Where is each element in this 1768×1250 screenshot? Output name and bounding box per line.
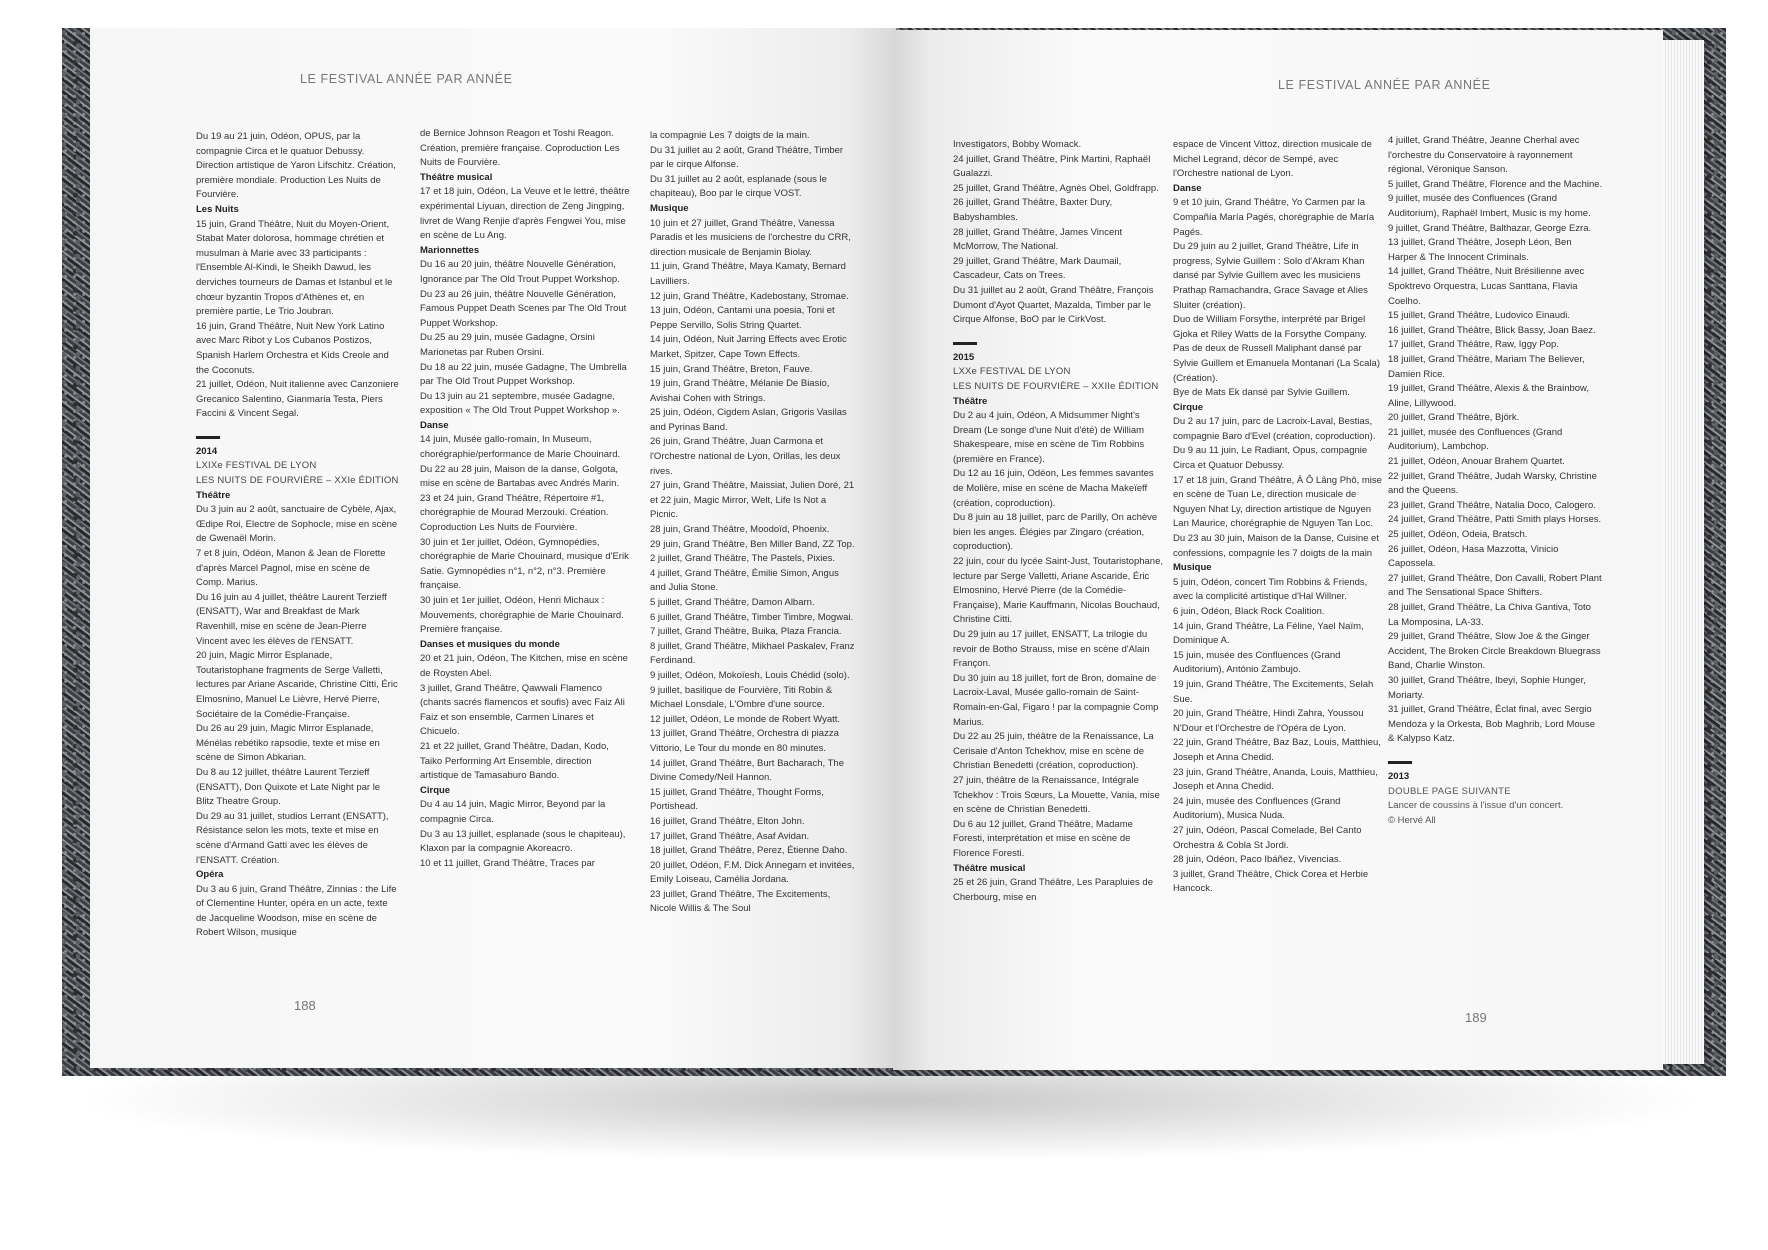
edition-subtitle: LXXe FESTIVAL DE LYON — [953, 366, 1071, 378]
paragraph: 19 juin, Grand Théâtre, Mélanie De Biasio, Avishai Cohen with Strings. — [650, 378, 830, 404]
section-heading: Théâtre — [196, 489, 231, 501]
paragraph: Du 19 au 21 juin, Odéon, OPUS, par la compagnie Circa et le quatuor Debussy. Direction artistique de Yaron Lifschitz. Création, première mondiale. Production Les Nuits de Fourvière. — [196, 131, 396, 201]
paragraph: Du 29 au 31 juillet, studios Lerrant (ENSATT), Résistance selon les mots, texte et mise en scène d'Armand Gatti avec les élèves de l'ENSATT. Création. — [196, 810, 389, 866]
paragraph: 27 juillet, Grand Théâtre, Don Cavalli, Robert Plant and The Sensational Space Shifters. — [1388, 572, 1602, 599]
paragraph: Du 26 au 29 juin, Magic Mirror Esplanade, Ménélas rebétiko rapsodie, texte et mise en scène de Simon Abkarian. — [196, 723, 380, 764]
paragraph: 10 juin et 27 juillet, Grand Théâtre, Vanessa Paradis et les musiciens de l'orchestre du CRR, direction musicale de Benjamin Biolay. — [650, 217, 851, 258]
paragraph: 25 et 26 juin, Grand Théâtre, Les Parapluies de Cherbourg, mise en — [953, 877, 1153, 903]
section-heading: Danse — [420, 419, 449, 431]
paragraph: 24 juillet, Grand Théâtre, Patti Smith plays Horses. — [1388, 514, 1602, 526]
paragraph: 3 juillet, Grand Théâtre, Chick Corea et Herbie Hancock. — [1173, 868, 1369, 895]
text-column — [953, 138, 1163, 905]
paragraph: 4 juillet, Grand Théâtre, Jeanne Cherhal avec l'orchestre du Conservatoire à rayonnement régional, Véronique Sanson. — [1388, 135, 1580, 176]
paragraph: 8 juillet, Grand Théâtre, Mikhael Paskalev, Franz Ferdinand. — [650, 640, 855, 667]
paragraph: 29 juin, Grand Théâtre, Ben Miller Band, ZZ Top. — [650, 538, 855, 550]
paragraph: 18 juillet, Grand Théâtre, Mariam The Believer, Damien Rice. — [1388, 353, 1585, 380]
paragraph: 9 juillet, basilique de Fourvière, Titi Robin & Michael Lonsdale, L'Ombre d'une source. — [650, 684, 833, 711]
paragraph: 23 juillet, Grand Théâtre, Natalia Doco, Calogero. — [1388, 499, 1596, 511]
section-heading: Marionnettes — [420, 244, 480, 256]
paragraph: 17 et 18 juin, Odéon, La Veuve et le lettré, théâtre expérimental Liyuan, direction de Zeng Jingping, livret de Wang Renjie d'après Fengwei You, mise en scène de Lu Ang. — [420, 186, 630, 242]
paragraph: Du 2 au 17 juin, parc de Lacroix-Laval, Bestias, compagnie Baro d'Evel (création, coproduction). — [1173, 416, 1376, 442]
paragraph: Du 30 juin au 18 juillet, fort de Bron, domaine de Lacroix-Laval, Musée gallo-romain de Saint-Romain-en-Gal, Figaro ! par la compagnie Comp Marius. — [953, 672, 1159, 728]
paragraph: Du 16 au 20 juin, théâtre Nouvelle Génération, Ignorance par The Old Trout Puppet Workshop. — [420, 259, 620, 285]
paragraph: Du 8 au 12 juillet, théâtre Laurent Terzieff (ENSATT), Don Quixote et Late Night par le Blitz Theatre Group. — [196, 766, 381, 808]
text-column — [1388, 134, 1603, 828]
paragraph: 14 juin, Grand Théâtre, La Féline, Yael Naïm, Dominique A. — [1173, 620, 1364, 647]
paragraph: 13 juin, Odéon, Cantami una poesia, Toni et Peppe Servillo, Solis String Quartet. — [650, 305, 835, 331]
paragraph: Du 31 juillet au 2 août, esplanade (sous le chapiteau), Boo par le cirque VOST. — [650, 173, 827, 200]
paragraph: 29 juillet, Grand Théâtre, Slow Joe & the Ginger Accident, The Broken Circle Breakdown Bluegrass Band, Charlie Winston. — [1388, 631, 1601, 672]
running-head: LE FESTIVAL ANNÉE PAR ANNÉE — [1278, 78, 1491, 92]
paragraph: 20 juillet, Grand Théâtre, Björk. — [1388, 412, 1520, 424]
paragraph: Du 8 juin au 18 juillet, parc de Parilly, On achève bien les anges. Élégies par Zingaro (création, coproduction). — [953, 512, 1158, 553]
paragraph: 9 juillet, Odéon, Mokoïesh, Louis Chédid (solo). — [650, 669, 850, 681]
caption: Lancer de coussins à l'issue d'un concert. — [1388, 800, 1564, 812]
paragraph: Du 29 juin au 17 juillet, ENSATT, La trilogie du revoir de Botho Strauss, mise en scène d'Alain Françon. — [953, 629, 1150, 670]
paragraph: 3 juillet, Grand Théâtre, Qawwali Flamenco (chants sacrés flamencos et soufis) avec Faiz Ali Faiz et son ensemble, Carmen Linares et Chicuelo. — [420, 682, 625, 738]
paragraph: Du 3 au 6 juin, Grand Théâtre, Zinnias : the Life of Clementine Hunter, opéra en un acte, texte de Jacqueline Woodson, mise en scène de Robert Wilson, musique — [196, 883, 397, 939]
paragraph: 15 juin, Grand Théâtre, Nuit du Moyen-Orient, Stabat Mater dolorosa, hommage chrétien et musulman à Marie avec 33 participants : l'Ensemble Al-Kindi, le Sheikh Dawud, les derviches tourneurs de Damas et Istanbul et le chœur byzantin Tropos d'Athènes et, en première partie, Le Trio Joubran. — [196, 218, 393, 318]
paragraph: espace de Vincent Vittoz, direction musicale de Michel Legrand, décor de Sempé, avec l'Orchestre national de Lyon. — [1173, 139, 1372, 180]
paragraph: Duo de William Forsythe, interprété par Brigel Gjoka et Riley Watts de la Forsythe Company. — [1173, 314, 1367, 340]
paragraph: Du 9 au 11 juin, Le Radiant, Opus, compagnie Circa et Quatuor Debussy. — [1173, 445, 1368, 472]
paragraph: 30 juin et 1er juillet, Odéon, Gymnopédies, chorégraphie de Marie Chouinard, musique d'Erik Satie. Gymnopédies n°1, n°2, n°3. Première française. — [420, 536, 629, 592]
paragraph: 6 juillet, Grand Théâtre, Timber Timbre, Mogwai. — [650, 611, 854, 623]
section-heading: Cirque — [420, 784, 451, 796]
paragraph: Bye de Mats Ek dansé par Sylvie Guillem. — [1173, 387, 1350, 399]
page-left — [90, 28, 896, 1068]
paragraph: 26 juin, Grand Théâtre, Juan Carmona et l'Orchestre national de Lyon, Orillas, les deux rives. — [650, 436, 841, 477]
section-heading: Cirque — [1173, 401, 1204, 413]
section-heading: Théâtre musical — [420, 171, 493, 183]
paragraph: Investigators, Bobby Womack. — [953, 139, 1082, 150]
paragraph: 25 juillet, Grand Théâtre, Agnès Obel, Goldfrapp. — [953, 182, 1159, 194]
paragraph: 26 juillet, Grand Théâtre, Baxter Dury, Babyshambles. — [953, 197, 1113, 223]
paragraph: Du 6 au 12 juillet, Grand Théâtre, Madame Foresti, interprétation et mise en scène de Florence Foresti. — [953, 818, 1133, 859]
paragraph: 12 juillet, Odéon, Le monde de Robert Wyatt. — [650, 713, 841, 725]
paragraph: 31 juillet, Grand Théâtre, Éclat final, avec Sergio Mendoza y la Orkesta, Bob Maghrib, Lord Mouse & Kalypso Katz. — [1388, 704, 1595, 745]
year-heading: 2015 — [953, 351, 975, 363]
paragraph: Du 31 juillet au 2 août, Grand Théâtre, Timber par le cirque Alfonse. — [650, 144, 844, 171]
paragraph: 5 juillet, Grand Théâtre, Florence and the Machine. — [1388, 178, 1603, 190]
paragraph: 16 juin, Grand Théâtre, Nuit New York Latino avec Marc Ribot y Los Cubanos Postizos, Spanish Harlem Orchestra et Kids Creole and the Coconuts. — [196, 320, 389, 376]
year-rule — [1388, 761, 1412, 764]
paragraph: Du 4 au 14 juin, Magic Mirror, Beyond par la compagnie Circa. — [420, 799, 606, 825]
paragraph: 16 juillet, Grand Théâtre, Elton John. — [650, 815, 805, 827]
paragraph: Du 22 au 25 juin, théâtre de la Renaissance, La Cerisaie d'Anton Tchekhov, mise en scène de Christian Benedetti (création, coproduction). — [953, 731, 1154, 772]
paragraph: 27 juin, théâtre de la Renaissance, Intégrale Tchekhov : Trois Sœurs, La Mouette, Vania, mise en scène de Christian Benedetti. — [953, 774, 1160, 816]
caption: © Hervé All — [1388, 814, 1436, 826]
paragraph: 30 juin et 1er juillet, Odéon, Henri Michaux : Mouvements, chorégraphie de Marie Chouinard. Première française. — [420, 595, 624, 636]
paragraph: Du 25 au 29 juin, musée Gadagne, Orsini Marionetas par Ruben Orsini. — [420, 332, 595, 358]
paragraph: Du 23 au 26 juin, théâtre Nouvelle Génération, Famous Puppet Death Scenes par The Old Trout Puppet Workshop. — [420, 288, 627, 329]
paragraph: 14 juin, Musée gallo-romain, In Museum, chorégraphie/performance de Marie Chouinard. — [420, 434, 621, 461]
paragraph: 19 juillet, Grand Théâtre, Alexis & the Brainbow, Aline, Lillywood. — [1388, 383, 1590, 409]
paragraph: 7 juillet, Grand Théâtre, Buika, Plaza Francia. — [650, 626, 842, 638]
edition-subtitle: LES NUITS DE FOURVIÈRE – XXIe ÉDITION — [196, 475, 399, 487]
paragraph: 18 juillet, Grand Théâtre, Perez, Étienne Daho. — [650, 845, 848, 857]
paragraph: 5 juillet, Grand Théâtre, Damon Albarn. — [650, 597, 815, 608]
paragraph: 5 juin, Odéon, concert Tim Robbins & Friends, avec la complicité artistique d'Hal Willner. — [1173, 576, 1368, 603]
paragraph: 28 juillet, Grand Théâtre, James Vincent McMorrow, The National. — [953, 226, 1123, 253]
paragraph: 28 juin, Grand Théâtre, Moodoïd, Phoenix. — [650, 524, 830, 536]
section-heading: Musique — [1173, 562, 1212, 574]
text-column — [650, 129, 856, 917]
section-heading: Théâtre musical — [953, 862, 1026, 874]
paragraph: 10 et 11 juillet, Grand Théâtre, Traces par — [420, 857, 595, 869]
paragraph: Du 12 au 16 juin, Odéon, Les femmes savantes de Molière, mise en scène de Macha Makeïeff (création, coproduction). — [953, 468, 1154, 509]
edition-subtitle: LXIXe FESTIVAL DE LYON — [196, 460, 317, 472]
page-number: 189 — [1465, 1010, 1487, 1025]
paragraph: 22 juin, cour du lycée Saint-Just, Toutaristophane, lecture par Serge Valletti, Ariane Ascaride, Éric Elmosnino, Hervé Pierre (de la Comédie-Française), Marie Kauffmann, Nicolas Bouchaud, Christine Citti. — [953, 556, 1164, 626]
paragraph: 15 juin, musée des Confluences (Grand Auditorium), António Zambujo. — [1173, 649, 1341, 676]
paragraph: 14 juillet, Grand Théâtre, Burt Bacharach, The Divine Comedy/Neil Hannon. — [650, 757, 844, 784]
paragraph: Du 18 au 22 juin, musée Gadagne, The Umbrella par The Old Trout Puppet Workshop. — [420, 361, 627, 388]
edition-subtitle: LES NUITS DE FOURVIÈRE – XXIIe ÉDITION — [953, 380, 1159, 392]
paragraph: 12 juin, Grand Théâtre, Kadebostany, Stromae. — [650, 290, 849, 302]
paragraph: 14 juillet, Grand Théâtre, Nuit Brésilienne avec Spoktrevo Orquestra, Lucas Santtana, Flavia Coelho. — [1388, 266, 1585, 307]
paragraph: Du 3 juin au 2 août, sanctuaire de Cybèle, Ajax, Œdipe Roi, Electre de Sophocle, mise en scène de Gwenaël Morin. — [196, 504, 398, 545]
paragraph: 15 juillet, Grand Théâtre, Ludovico Einaudi. — [1388, 310, 1571, 322]
paragraph: de Bernice Johnson Reagon et Toshi Reagon. Création, première française. Coproduction Les Nuits de Fourvière. — [420, 128, 620, 169]
paragraph: 15 juin, Grand Théâtre, Breton, Fauve. — [650, 363, 813, 375]
paragraph: Du 3 au 13 juillet, esplanade (sous le chapiteau), Klaxon par la compagnie Akoreacro. — [420, 828, 626, 855]
paragraph: 28 juillet, Grand Théâtre, La Chiva Gantiva, Toto La Momposina, LA-33. — [1388, 602, 1591, 628]
paragraph: 17 juillet, Grand Théâtre, Asaf Avidan. — [650, 830, 810, 842]
paragraph: 15 juillet, Grand Théâtre, Thought Forms, Portishead. — [650, 786, 824, 813]
paragraph: Du 31 juillet au 2 août, Grand Théâtre, François Dumont d'Ayot Quartet, Mazalda, Timber par le Cirque Alfonse, BoO par le CirkVost. — [953, 284, 1154, 326]
section-heading: Opéra — [196, 869, 224, 881]
section-heading: Danses et musiques du monde — [420, 638, 560, 650]
paragraph: 20 juin, Magic Mirror Esplanade, Toutaristophane fragments de Serge Valletti, lectures par Ariane Ascaride, Christine Citti, Éric Elmosnino, Manuel Le Lièvre, Hervé Pierre, Sociétaire de la Comédie-Française. — [196, 650, 398, 720]
paragraph: 28 juin, Odéon, Paco Ibáñez, Vivencias. — [1173, 854, 1342, 866]
paragraph: 25 juillet, Odéon, Odeia, Bratsch. — [1388, 529, 1528, 541]
year-rule — [953, 342, 977, 345]
paragraph: 24 juillet, Grand Théâtre, Pink Martini, Raphaël Gualazzi. — [953, 153, 1151, 180]
paragraph: Du 2 au 4 juin, Odéon, A Midsummer Night's Dream (Le songe d'une Nuit d'été) de William Shakespeare, mise en scène de Tim Robbins (première en France). — [953, 410, 1145, 465]
section-heading: Musique — [650, 202, 689, 214]
page-right — [893, 30, 1663, 1070]
paragraph: 13 juillet, Grand Théâtre, Joseph Léon, Ben Harper & The Innocent Criminals. — [1388, 237, 1572, 263]
section-heading: Les Nuits — [196, 203, 239, 215]
text-column — [420, 127, 630, 871]
paragraph: 26 juillet, Odéon, Hasa Mazzotta, Vinicio Capossela. — [1388, 543, 1559, 570]
paragraph: 19 juin, Grand Théâtre, The Excitements, Selah Sue. — [1173, 678, 1374, 705]
running-head: LE FESTIVAL ANNÉE PAR ANNÉE — [300, 72, 513, 86]
year-heading: 2013 — [1388, 770, 1410, 782]
paragraph: 21 juillet, musée des Confluences (Grand Auditorium), Lambchop. — [1388, 426, 1563, 453]
paragraph: la compagnie Les 7 doigts de la main. — [650, 130, 810, 141]
paragraph: 7 et 8 juin, Odéon, Manon & Jean de Florette d'après Marcel Pagnol, mise en scène de Comp. Marius. — [196, 548, 386, 589]
section-heading: Théâtre — [953, 395, 988, 407]
paragraph: 23 juin, Grand Théâtre, Ananda, Louis, Matthieu, Joseph et Anna Chedid. — [1173, 766, 1378, 793]
paragraph: 25 juin, Odéon, Cigdem Aslan, Grigoris Vasilas and Pyrinas Band. — [650, 407, 847, 433]
paragraph: 16 juillet, Grand Théâtre, Blick Bassy, Joan Baez. — [1388, 324, 1596, 336]
paragraph: Du 13 juin au 21 septembre, musée Gadagne, exposition « The Old Trout Puppet Workshop ». — [420, 390, 620, 417]
paragraph: 17 juillet, Grand Théâtre, Raw, Iggy Pop. — [1388, 339, 1559, 351]
paragraph: 24 juin, musée des Confluences (Grand Auditorium), Musica Nuda. — [1173, 795, 1341, 822]
paragraph: 30 juillet, Grand Théâtre, Ibeyi, Sophie Hunger, Moriarty. — [1388, 674, 1586, 701]
page-number: 188 — [294, 998, 316, 1013]
paragraph: Du 22 au 28 juin, Maison de la danse, Golgota, mise en scène de Bartabas avec Andrés Marin. — [420, 463, 620, 490]
paragraph: 17 et 18 juin, Grand Théâtre, À Ô Lâng Phô, mise en scène de Tuan Le, direction musicale de Nguyen Nhat Ly, direction artistique de Nguyen Lan Maurice, chorégraphie de Nguyen Tan Loc. — [1173, 474, 1382, 530]
paragraph: 6 juin, Odéon, Black Rock Coalition. — [1173, 606, 1325, 617]
paragraph: 21 juillet, Odéon, Anouar Brahem Quartet. — [1388, 456, 1565, 468]
paragraph: 9 juillet, Grand Théâtre, Balthazar, George Ezra. — [1388, 222, 1592, 234]
paragraph: Du 23 au 30 juin, Maison de la Danse, Cuisine et confessions, compagnie les 7 doigts de la main — [1173, 533, 1379, 559]
text-column — [1173, 138, 1383, 897]
paragraph: 22 juillet, Grand Théâtre, Judah Warsky, Christine and the Queens. — [1388, 470, 1597, 497]
paragraph: 9 juillet, musée des Confluences (Grand Auditorium), Raphaël Imbert, Music is my home. — [1388, 193, 1591, 219]
paragraph: 2 juillet, Grand Théâtre, The Pastels, Pixies. — [650, 553, 835, 565]
year-heading: 2014 — [196, 445, 218, 457]
paragraph: 9 et 10 juin, Grand Théâtre, Yo Carmen par la Compañía María Pagés, chorégraphie de María Pagés. — [1173, 197, 1375, 238]
paragraph: 21 et 22 juillet, Grand Théâtre, Dadan, Kodo, Taiko Performing Art Ensemble, direction artistique de Tamasaburo Bando. — [420, 740, 609, 782]
paragraph: 27 juin, Odéon, Pascal Comelade, Bel Canto Orchestra & Cobla St Jordi. — [1173, 824, 1362, 851]
paragraph: 27 juin, Grand Théâtre, Maissiat, Julien Doré, 21 et 22 juin, Magic Mirror, Welt, Life Is Not a Picnic. — [650, 480, 855, 521]
paragraph: 20 et 21 juin, Odéon, The Kitchen, mise en scène de Roysten Abel. — [420, 653, 628, 679]
paragraph: 20 juin, Grand Théâtre, Hindi Zahra, Youssou N'Dour et l'Orchestre de l'Opéra de Lyon. — [1173, 708, 1364, 734]
paragraph: Du 16 juin au 4 juillet, théâtre Laurent Terzieff (ENSATT), War and Breakfast de Mark Ravenhill, mise en scène de Jean-Pierre Vincent avec les élèves de l'ENSATT. — [196, 591, 387, 647]
paragraph: 23 et 24 juin, Grand Théâtre, Répertoire #1, chorégraphie de Mourad Merzouki. Création. Coproduction Les Nuits de Fourvière. — [420, 492, 609, 534]
paragraph: 21 juillet, Odéon, Nuit italienne avec Canzoniere Grecanico Salentino, Gianmaria Testa, Piers Faccini & Vincent Segal. — [196, 379, 399, 420]
year-rule — [196, 436, 220, 439]
paragraph: 4 juillet, Grand Théâtre, Émilie Simon, Angus and Julia Stone. — [650, 567, 839, 594]
paragraph: 11 juin, Grand Théâtre, Maya Kamaty, Bernard Lavilliers. — [650, 261, 846, 287]
paragraph: 22 juin, Grand Théâtre, Baz Baz, Louis, Matthieu, Joseph et Anna Chedid. — [1173, 737, 1381, 763]
paragraph: 13 juillet, Grand Théâtre, Orchestra di piazza Vittorio, Le Tour du monde en 80 minutes. — [650, 728, 839, 754]
paragraph: 23 juillet, Grand Théâtre, The Excitements, Nicole Willis & The Soul — [650, 888, 831, 915]
paragraph: 20 juillet, Odéon, F.M. Dick Annegarn et invitées, Emily Loiseau, Camélia Jordana. — [650, 859, 855, 886]
paragraph: 29 juillet, Grand Théâtre, Mark Daumail, Cascadeur, Cats on Trees. — [953, 255, 1122, 282]
caption-title: DOUBLE PAGE SUIVANTE — [1388, 785, 1511, 797]
paragraph: 14 juin, Odéon, Nuit Jarring Effects avec Erotic Market, Spitzer, Cape Town Effects. — [650, 334, 847, 360]
paragraph: Du 29 juin au 2 juillet, Grand Théâtre, Life in progress, Sylvie Guillem : Solo d'Akram Khan dansé par Sylvie Guillem avec les musiciens Prathap Ramachandra, Grace Savage et Alies Sluiter (création). — [1173, 241, 1368, 311]
section-heading: Danse — [1173, 182, 1202, 194]
text-column — [196, 130, 400, 941]
paragraph: Pas de deux de Russell Maliphant dansé par Sylvie Guillem et Emanuela Montanari (La Scala) (Création). — [1173, 343, 1380, 384]
